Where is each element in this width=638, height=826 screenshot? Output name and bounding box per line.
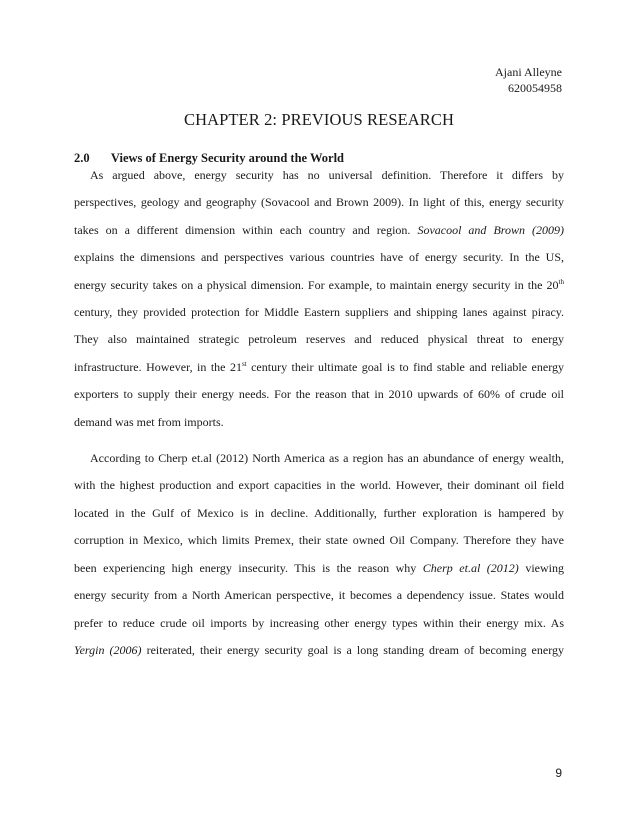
citation: Sovacool and Brown (2009) — [417, 222, 564, 237]
citation: Yergin (2006) — [74, 642, 142, 657]
text-line: energy security from a North American perspective, it becomes a dependency issue. States would — [74, 588, 564, 603]
author-header — [495, 64, 562, 96]
text-line: exporters to supply their energy needs. For the reason that in 2010 upwards of 60% of crude oil — [74, 387, 564, 402]
text-line: demand was met from imports. — [74, 414, 224, 429]
text-line: located in the Gulf of Mexico is in decline. Additionally, further exploration is hampered by — [74, 505, 564, 520]
author-name: Ajani Alleyne — [495, 65, 562, 79]
text-line: They also maintained strategic petroleum reserves and reduced physical threat to energy — [74, 332, 564, 347]
text-line: infrastructure. However, in the 21st century their ultimate goal is to find stable and reliable energy — [74, 359, 564, 374]
citation: Cherp et.al (2012) — [422, 560, 519, 575]
chapter-title: CHAPTER 2: PREVIOUS RESEARCH — [183, 110, 455, 129]
paragraph — [74, 162, 564, 436]
text-line: energy security takes on a physical dimension. For example, to maintain energy security in the 20th — [74, 277, 564, 292]
section-number: 2.0 — [74, 151, 90, 165]
section-title: Views of Energy Security around the World — [110, 151, 345, 165]
text-line: Yergin (2006) reiterated, their energy security goal is a long standing dream of becoming energy — [74, 642, 564, 657]
text-line: perspectives, geology and geography (Sovacool and Brown 2009). In light of this, energy security — [74, 195, 564, 210]
paragraph — [74, 445, 564, 664]
page-number: 9 — [555, 766, 562, 780]
text-line: prefer to reduce crude oil imports by increasing other energy types within their energy mix. As — [74, 615, 564, 630]
text-line: takes on a different dimension within each country and region. Sovacool and Brown (2009) — [74, 222, 564, 237]
text-line: explains the dimensions and perspectives various countries have of energy security. In the US, — [74, 250, 564, 265]
student-id: 620054958 — [508, 81, 562, 95]
body-text — [74, 162, 564, 664]
text-line: century, they provided protection for Middle Eastern suppliers and shipping lanes against piracy. — [74, 305, 564, 320]
text-line: According to Cherp et.al (2012) North America as a region has an abundance of energy wealth, — [90, 451, 564, 466]
text-line: been experiencing high energy insecurity. This is the reason why Cherp et.al (2012) viewing — [74, 560, 564, 575]
text-line: As argued above, energy security has no universal definition. Therefore it differs by — [90, 168, 564, 182]
text-line: corruption in Mexico, which limits Premex, their state owned Oil Company. Therefore they have — [74, 533, 564, 548]
ordinal-suffix: st — [241, 359, 247, 368]
ordinal-suffix: th — [558, 277, 564, 286]
text-line: with the highest production and export capacities in the world. However, their dominant oil field — [74, 478, 564, 493]
